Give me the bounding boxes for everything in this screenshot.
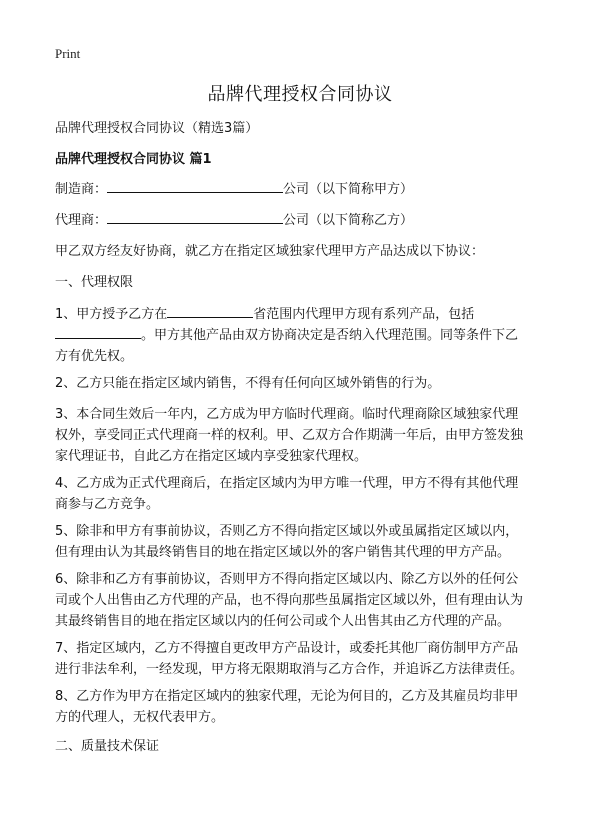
document-subtitle: 品牌代理授权合同协议（精选3篇） [55, 121, 259, 136]
clause-3-line-3: 家代理证书，自此乙方在指定区域内享受独家代理权。 [55, 449, 368, 464]
clause-1-part-b: 省范围内代理甲方现有系列产品，包括 [253, 307, 475, 322]
heading-quality-assurance: 二、质量技术保证 [55, 739, 160, 754]
clause-1-line-3: 方有优先权。 [55, 349, 134, 364]
clause-5-line-2: 但有理由认为其最终销售目的地在指定区域以外的客户销售其代理的甲方产品。 [55, 545, 511, 560]
province-blank [167, 303, 253, 318]
print-link[interactable]: Print [55, 46, 81, 61]
clause-3-line-2: 权外，享受同正式代理商一样的权利。甲、乙双方合作期满一年后，由甲方签发独 [55, 428, 524, 443]
heading-agency-rights: 一、代理权限 [55, 275, 134, 290]
clause-5-line-1: 5、除非和甲方有事前协议，否则乙方不得向指定区域以外或虽属指定区域以内， [55, 524, 519, 539]
clause-3-line-1: 3、本合同生效后一年内，乙方成为甲方临时代理商。临时代理商除区域独家代理 [55, 407, 519, 422]
agent-suffix: 公司（以下简称乙方） [283, 213, 414, 228]
clause-8-line-1: 8、乙方作为甲方在指定区域内的独家代理，无论为何目的，乙方及其雇员均非甲 [55, 689, 519, 704]
agent-line [55, 209, 550, 232]
manufacturer-suffix: 公司（以下简称甲方） [283, 182, 414, 197]
clause-6-line-2: 司或个人出售由乙方代理的产品，也不得向那些虽属指定区域以外，但有理由认为 [55, 593, 524, 608]
section-title: 品牌代理授权合同协议 篇1 [55, 152, 212, 167]
clause-1-line-1 [55, 303, 550, 326]
intro-paragraph: 甲乙双方经友好协商，就乙方在指定区域独家代理甲方产品达成以下协议： [55, 244, 485, 259]
clause-1-line-2 [55, 324, 550, 347]
clause-7-line-2: 进行非法牟利，一经发现，甲方将无限期取消与乙方合作，并追诉乙方法律责任。 [55, 662, 524, 677]
clause-8-line-2: 方的代理人，无权代表甲方。 [55, 710, 225, 725]
manufacturer-line [55, 178, 550, 201]
clause-6-line-1: 6、除非和乙方有事前协议，否则甲方不得向指定区域以内、除乙方以外的任何公 [55, 572, 519, 587]
clause-1-part-a: 1、甲方授予乙方在 [55, 307, 168, 322]
products-blank [55, 324, 141, 339]
clause-6-line-3: 其最终销售目的地在指定区域以内的任何公司或个人出售其由乙方代理的产品。 [55, 614, 511, 629]
clause-4-line-1: 4、乙方成为正式代理商后，在指定区域内为甲方唯一代理，甲方不得有其他代理 [55, 476, 519, 491]
document-title: 品牌代理授权合同协议 [207, 84, 393, 105]
clause-4-line-2: 商参与乙方竞争。 [55, 497, 160, 512]
clause-7-line-1: 7、指定区域内，乙方不得擅自更改甲方产品设计，或委托其他厂商仿制甲方产品 [55, 641, 519, 656]
manufacturer-blank [107, 178, 283, 193]
agent-label: 代理商： [55, 213, 108, 228]
clause-2: 2、乙方只能在指定区域内销售，不得有任何向区域外销售的行为。 [55, 376, 441, 391]
agent-blank [107, 209, 283, 224]
manufacturer-label: 制造商： [55, 182, 108, 197]
clause-1-part-c: 。甲方其他产品由双方协商决定是否纳入代理范围。同等条件下乙 [141, 328, 519, 343]
